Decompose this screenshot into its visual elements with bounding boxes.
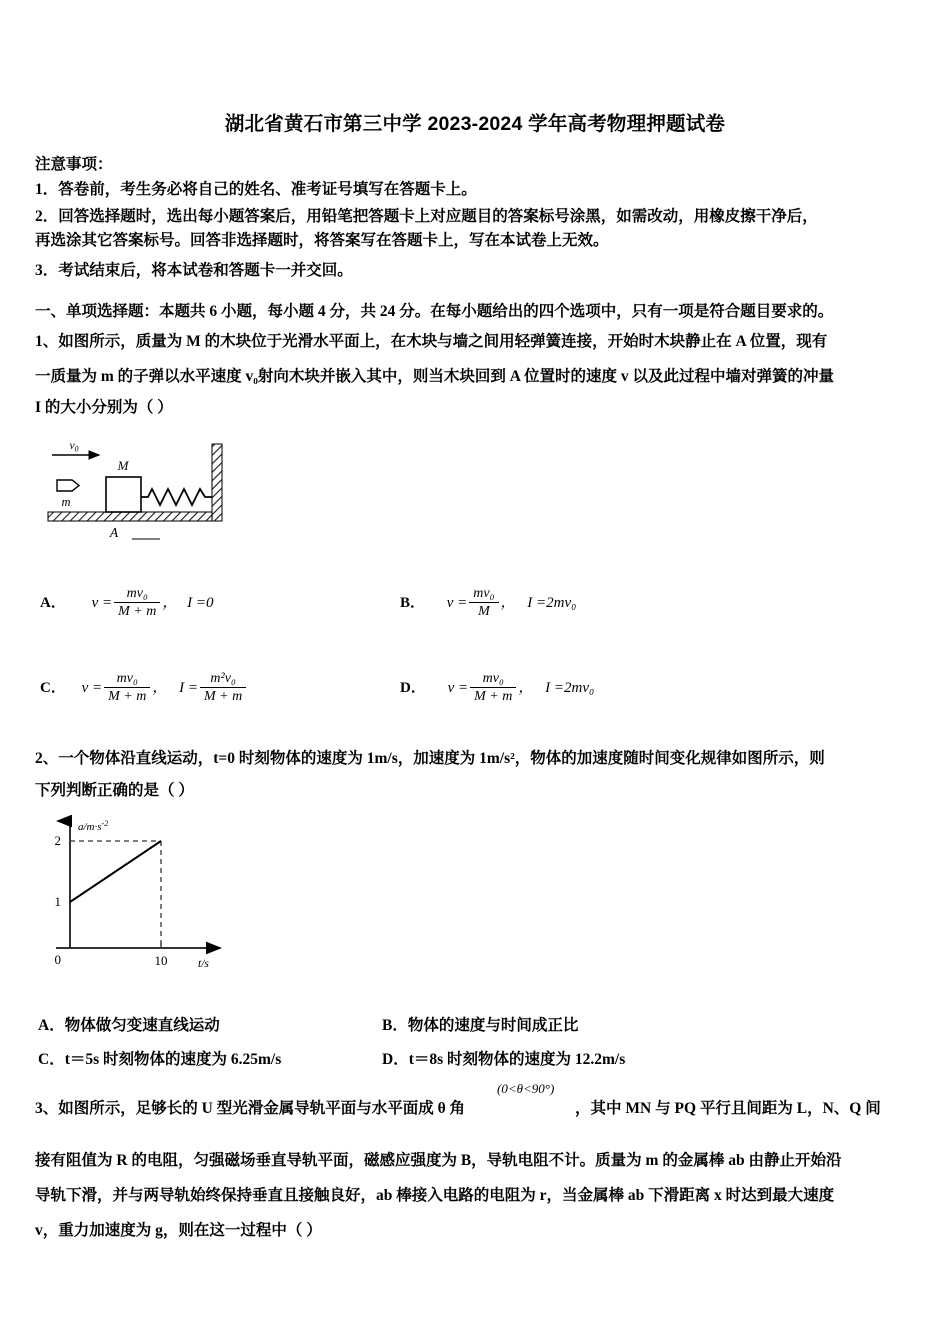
- option-2d[interactable]: D．t＝8s 时刻物体的速度为 12.2m/s: [382, 1051, 626, 1068]
- question-2-chart: [48, 812, 248, 987]
- option-1c-v-fraction: [104, 670, 150, 705]
- option-1d-v-fraction: [470, 670, 516, 705]
- question-2-line-2: 下列判断正确的是（ ）: [35, 782, 194, 799]
- question-1-line-1: 1、如图所示，质量为 M 的木块位于光滑水平面上，在木块与墙之间用轻弹簧连接，开始时木块静止在 A 位置，现有: [35, 333, 828, 350]
- option-1b-letter: B．: [400, 594, 426, 611]
- block-spring-wall-diagram: [44, 436, 244, 544]
- option-1a-v-num: mv₀: [114, 585, 160, 603]
- question-3-angle-range: (0<θ<90°): [497, 1081, 555, 1096]
- option-2a[interactable]: A．物体做匀变速直线运动: [38, 1017, 220, 1034]
- section-header: 一、单项选择题：本题共 6 小题，每小题 4 分，共 24 分。在每小题给出的四个选项中，只有一项是符合题目要求的。: [35, 303, 834, 320]
- option-1a-v-den: M + m: [118, 604, 157, 619]
- option-1a[interactable]: [40, 586, 214, 621]
- option-1d-v-eq: v =: [447, 679, 469, 696]
- option-1c-i-num: m²v₀: [200, 670, 246, 688]
- position-a-label: A: [109, 525, 119, 540]
- option-1c-v-num: mv₀: [104, 670, 150, 688]
- question-3-line-4: v，重力加速度为 g，则在这一过程中（ ）: [35, 1222, 322, 1239]
- notice-item-2: [35, 205, 921, 253]
- option-1d[interactable]: [400, 671, 594, 706]
- page-title: 湖北省黄石市第三中学 2023-2024 学年高考物理押题试卷: [224, 113, 726, 135]
- option-1b-v-den: M: [478, 604, 490, 619]
- notice-item-3: 3．考试结束后，将本试卷和答题卡一并交回。: [35, 262, 353, 279]
- option-1c-i-den: M + m: [204, 689, 243, 704]
- question-3-line-1a: 3、如图所示，足够长的 U 型光滑金属导轨平面与水平面成 θ 角: [35, 1100, 466, 1117]
- option-1c-sep: ，: [152, 679, 168, 696]
- option-1b-sep: ，: [500, 594, 516, 611]
- question-3-line-1b: ，其中 MN 与 PQ 平行且间距为 L，N、Q 间: [575, 1100, 881, 1117]
- notice-item-2-line1: 2．回答选择题时，选出每小题答案后，用铅笔把答题卡上对应题目的答案标号涂黑，如需改动，用橡皮擦干净后，: [35, 208, 818, 225]
- option-1b-v-fraction: [469, 585, 498, 620]
- acceleration-time-graph: [48, 812, 248, 987]
- option-1d-v-num: mv₀: [470, 670, 516, 688]
- question-2-line-1: 2、一个物体沿直线运动，t=0 时刻物体的速度为 1m/s，加速度为 1m/s²，物体的加速度随时间变化规律如图所示，则: [35, 750, 825, 767]
- notice-item-2-line2: 再选涂其它答案标号。回答非选择题时，将答案写在答题卡上，写在本试卷上无效。: [35, 232, 609, 249]
- option-1a-v-fraction: [114, 585, 160, 620]
- option-1c-i-fraction: [200, 670, 246, 705]
- x-axis-label: t/s: [198, 958, 209, 970]
- option-1d-impulse: I =2mv₀: [545, 679, 595, 696]
- option-2c[interactable]: C．t＝5s 时刻物体的速度为 6.25m/s: [38, 1051, 282, 1068]
- y-tick-2: 2: [54, 833, 61, 848]
- question-1-line-3: I 的大小分别为（ ）: [35, 399, 173, 416]
- block-mass-label: M: [117, 458, 129, 473]
- notice-heading: 注意事项：: [35, 156, 113, 173]
- option-1d-v-den: M + m: [474, 689, 513, 704]
- option-1c-i-eq: I =: [179, 679, 198, 696]
- option-1b-impulse: I =2mv₀: [527, 594, 577, 611]
- bullet-mass-label: m: [61, 495, 71, 509]
- option-1d-letter: D．: [400, 679, 426, 696]
- question-1-line-2: 一质量为 m 的子弹以水平速度 v₀射向木块并嵌入其中，则当木块回到 A 位置时的速度 v 以及此过程中墙对弹簧的冲量: [35, 368, 835, 385]
- option-1b-v-eq: v =: [446, 594, 468, 611]
- option-1a-impulse: I =0: [187, 594, 214, 611]
- option-1b[interactable]: [400, 586, 576, 621]
- question-3-line-1: [35, 1093, 921, 1124]
- option-1c-v-eq: v =: [81, 679, 103, 696]
- option-1a-v-eq: v =: [91, 594, 113, 611]
- option-1c-v-den: M + m: [108, 689, 147, 704]
- option-1d-sep: ，: [518, 679, 534, 696]
- y-tick-1: 1: [54, 894, 61, 909]
- option-1c-letter: C．: [40, 679, 66, 696]
- option-1b-v-num: mv₀: [469, 585, 498, 603]
- option-1a-letter: A．: [40, 594, 66, 611]
- option-1a-sep: ，: [162, 594, 178, 611]
- option-2b[interactable]: B．物体的速度与时间成正比: [382, 1017, 579, 1034]
- y-axis-label: $a/m\cdot s^{-2}$: [78, 819, 109, 833]
- question-3-line-2: 接有阻值为 R 的电阻，匀强磁场垂直导轨平面，磁感应强度为 B，导轨电阻不计。质量为 m 的金属棒 ab 由静止开始沿: [35, 1152, 842, 1169]
- velocity-label: $v_0$: [69, 440, 79, 454]
- question-3-line-3: 导轨下滑，并与两导轨始终保持垂直且接触良好，ab 棒接入电路的电阻为 r，当金属棒 ab 下滑距离 x 时达到最大速度: [35, 1187, 835, 1204]
- option-1c[interactable]: [40, 671, 248, 706]
- notice-item-1: 1．答卷前，考生务必将自己的姓名、准考证号填写在答题卡上。: [35, 181, 477, 198]
- question-1-figure: [44, 436, 244, 544]
- x-tick-10: 10: [154, 953, 168, 968]
- origin-label: 0: [54, 952, 61, 967]
